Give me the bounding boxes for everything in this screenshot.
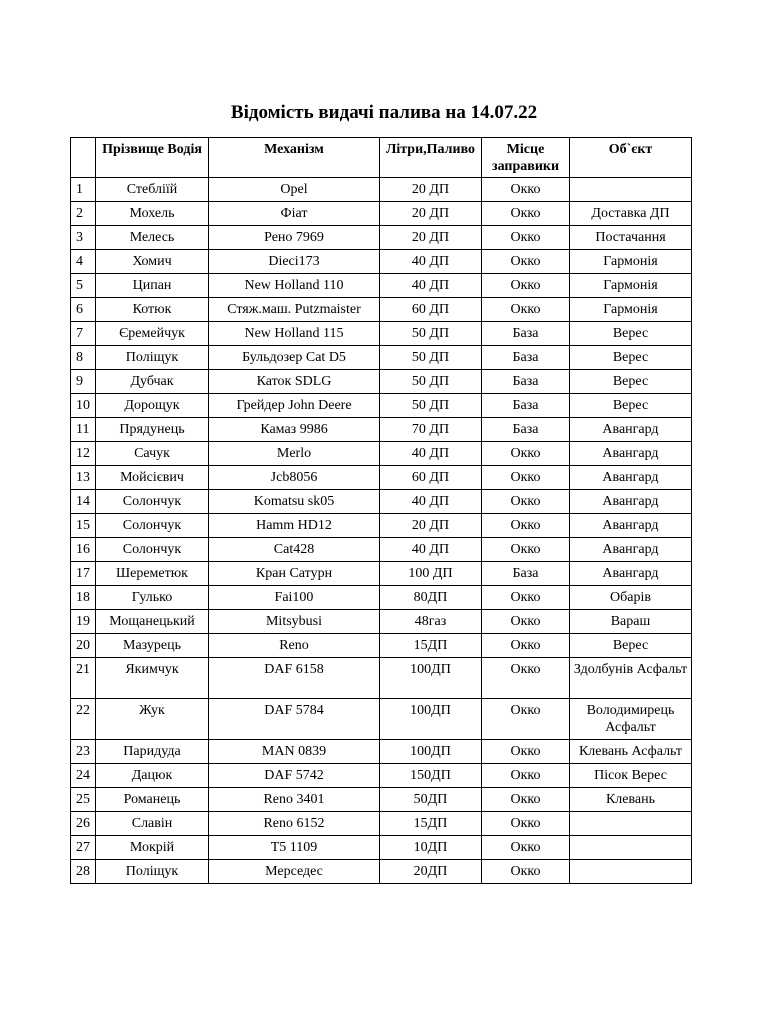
- fuel-table: [70, 137, 692, 884]
- object-cell: Авангард: [570, 418, 692, 442]
- row-number-cell: 16: [71, 538, 96, 562]
- row-number-cell: 13: [71, 466, 96, 490]
- driver-name-cell: Стебліїй: [96, 178, 209, 202]
- table-row: [71, 658, 692, 699]
- table-row: [71, 610, 692, 634]
- row-number-cell: 4: [71, 250, 96, 274]
- row-number-cell: 27: [71, 836, 96, 860]
- driver-name-cell: Гулько: [96, 586, 209, 610]
- machine-cell: Рено 7969: [209, 226, 380, 250]
- driver-name-cell: Дорощук: [96, 394, 209, 418]
- machine-cell: New Holland 115: [209, 322, 380, 346]
- table-row: [71, 634, 692, 658]
- fuel-station-cell: Окко: [482, 836, 570, 860]
- fuel-amount-cell: 20 ДП: [380, 202, 482, 226]
- table-row: [71, 322, 692, 346]
- fuel-amount-cell: 100ДП: [380, 658, 482, 699]
- object-cell: [570, 860, 692, 884]
- machine-cell: Hamm HD12: [209, 514, 380, 538]
- fuel-amount-cell: 20ДП: [380, 860, 482, 884]
- fuel-station-cell: Окко: [482, 298, 570, 322]
- driver-name-cell: Шереметюк: [96, 562, 209, 586]
- row-number-cell: 9: [71, 370, 96, 394]
- object-cell: Постачання: [570, 226, 692, 250]
- row-number-cell: 25: [71, 788, 96, 812]
- fuel-station-cell: Окко: [482, 740, 570, 764]
- fuel-station-cell: Окко: [482, 514, 570, 538]
- object-cell: Авангард: [570, 490, 692, 514]
- object-cell: [570, 812, 692, 836]
- header-cell-object: Об`єкт: [570, 138, 692, 178]
- driver-name-cell: Мелесь: [96, 226, 209, 250]
- fuel-station-cell: Окко: [482, 586, 570, 610]
- driver-name-cell: Дацюк: [96, 764, 209, 788]
- machine-cell: DAF 5784: [209, 699, 380, 740]
- machine-cell: Reno 6152: [209, 812, 380, 836]
- fuel-amount-cell: 60 ДП: [380, 298, 482, 322]
- driver-name-cell: Хомич: [96, 250, 209, 274]
- fuel-amount-cell: 100ДП: [380, 699, 482, 740]
- machine-cell: Камаз 9986: [209, 418, 380, 442]
- row-number-cell: 12: [71, 442, 96, 466]
- driver-name-cell: Котюк: [96, 298, 209, 322]
- driver-name-cell: Романець: [96, 788, 209, 812]
- driver-name-cell: Жук: [96, 699, 209, 740]
- table-row: [71, 274, 692, 298]
- driver-name-cell: Паридуда: [96, 740, 209, 764]
- table-row: [71, 836, 692, 860]
- fuel-station-cell: База: [482, 562, 570, 586]
- driver-name-cell: Поліщук: [96, 346, 209, 370]
- table-row: [71, 442, 692, 466]
- driver-name-cell: Мохель: [96, 202, 209, 226]
- object-cell: Обарів: [570, 586, 692, 610]
- fuel-amount-cell: 40 ДП: [380, 442, 482, 466]
- driver-name-cell: Поліщук: [96, 860, 209, 884]
- driver-name-cell: Сачук: [96, 442, 209, 466]
- driver-name-cell: Мокрій: [96, 836, 209, 860]
- fuel-amount-cell: 100ДП: [380, 740, 482, 764]
- fuel-station-cell: Окко: [482, 812, 570, 836]
- machine-cell: MAN 0839: [209, 740, 380, 764]
- driver-name-cell: Прядунець: [96, 418, 209, 442]
- fuel-amount-cell: 50ДП: [380, 788, 482, 812]
- machine-cell: Reno 3401: [209, 788, 380, 812]
- fuel-amount-cell: 15ДП: [380, 634, 482, 658]
- machine-cell: Мерседес: [209, 860, 380, 884]
- object-cell: [570, 178, 692, 202]
- fuel-amount-cell: 70 ДП: [380, 418, 482, 442]
- row-number-cell: 2: [71, 202, 96, 226]
- row-number-cell: 24: [71, 764, 96, 788]
- object-cell: Клевань Асфальт: [570, 740, 692, 764]
- fuel-amount-cell: 150ДП: [380, 764, 482, 788]
- fuel-amount-cell: 50 ДП: [380, 322, 482, 346]
- fuel-station-cell: Окко: [482, 860, 570, 884]
- machine-cell: DAF 6158: [209, 658, 380, 699]
- fuel-station-cell: Окко: [482, 610, 570, 634]
- table-row: [71, 298, 692, 322]
- header-cell-fuel: Літри,Паливо: [380, 138, 482, 178]
- table-row: [71, 860, 692, 884]
- machine-cell: Кран Сатурн: [209, 562, 380, 586]
- object-cell: Авангард: [570, 538, 692, 562]
- fuel-station-cell: Окко: [482, 226, 570, 250]
- row-number-cell: 26: [71, 812, 96, 836]
- header-cell-driver: Прізвище Водія: [96, 138, 209, 178]
- fuel-amount-cell: 40 ДП: [380, 250, 482, 274]
- driver-name-cell: Якимчук: [96, 658, 209, 699]
- object-cell: Доставка ДП: [570, 202, 692, 226]
- object-cell: Верес: [570, 394, 692, 418]
- object-cell: [570, 836, 692, 860]
- object-cell: Авангард: [570, 514, 692, 538]
- object-cell: Здолбунів Асфальт: [570, 658, 692, 699]
- header-cell-machine: Механізм: [209, 138, 380, 178]
- fuel-station-cell: Окко: [482, 274, 570, 298]
- fuel-station-cell: Окко: [482, 764, 570, 788]
- table-row: [71, 346, 692, 370]
- object-cell: Клевань: [570, 788, 692, 812]
- machine-cell: Фіат: [209, 202, 380, 226]
- fuel-amount-cell: 20 ДП: [380, 178, 482, 202]
- fuel-station-cell: Окко: [482, 250, 570, 274]
- machine-cell: Cat428: [209, 538, 380, 562]
- machine-cell: T5 1109: [209, 836, 380, 860]
- fuel-amount-cell: 40 ДП: [380, 538, 482, 562]
- fuel-station-cell: Окко: [482, 202, 570, 226]
- fuel-amount-cell: 60 ДП: [380, 466, 482, 490]
- driver-name-cell: Солончук: [96, 514, 209, 538]
- fuel-amount-cell: 50 ДП: [380, 370, 482, 394]
- driver-name-cell: Славін: [96, 812, 209, 836]
- table-row: [71, 538, 692, 562]
- fuel-station-cell: База: [482, 418, 570, 442]
- fuel-amount-cell: 10ДП: [380, 836, 482, 860]
- fuel-station-cell: Окко: [482, 658, 570, 699]
- driver-name-cell: Мойсієвич: [96, 466, 209, 490]
- page-title: Відомість видачі палива на 14.07.22: [230, 102, 538, 123]
- table-row: [71, 764, 692, 788]
- table-row: [71, 812, 692, 836]
- machine-cell: Jcb8056: [209, 466, 380, 490]
- fuel-station-cell: Окко: [482, 178, 570, 202]
- machine-cell: Каток SDLG: [209, 370, 380, 394]
- fuel-station-cell: Окко: [482, 490, 570, 514]
- machine-cell: Стяж.маш. Putzmaister: [209, 298, 380, 322]
- object-cell: Вараш: [570, 610, 692, 634]
- table-row: [71, 418, 692, 442]
- fuel-station-cell: Окко: [482, 634, 570, 658]
- header-cell-number: [71, 138, 96, 178]
- fuel-amount-cell: 100 ДП: [380, 562, 482, 586]
- object-cell: Гармонія: [570, 298, 692, 322]
- table-row: [71, 490, 692, 514]
- machine-cell: Бульдозер Cat D5: [209, 346, 380, 370]
- fuel-station-cell: Окко: [482, 442, 570, 466]
- row-number-cell: 11: [71, 418, 96, 442]
- fuel-station-cell: База: [482, 394, 570, 418]
- object-cell: Авангард: [570, 466, 692, 490]
- table-row: [71, 740, 692, 764]
- driver-name-cell: Мазурець: [96, 634, 209, 658]
- object-cell: Верес: [570, 370, 692, 394]
- object-cell: Авангард: [570, 442, 692, 466]
- row-number-cell: 17: [71, 562, 96, 586]
- row-number-cell: 1: [71, 178, 96, 202]
- object-cell: Гармонія: [570, 274, 692, 298]
- row-number-cell: 22: [71, 699, 96, 740]
- machine-cell: Fai100: [209, 586, 380, 610]
- object-cell: Гармонія: [570, 250, 692, 274]
- header-cell-station: Місце заправики: [482, 138, 570, 178]
- fuel-amount-cell: 20 ДП: [380, 514, 482, 538]
- object-cell: Пісок Верес: [570, 764, 692, 788]
- fuel-amount-cell: 80ДП: [380, 586, 482, 610]
- row-number-cell: 7: [71, 322, 96, 346]
- machine-cell: New Holland 110: [209, 274, 380, 298]
- machine-cell: Грейдер John Deere: [209, 394, 380, 418]
- fuel-amount-cell: 15ДП: [380, 812, 482, 836]
- table-row: [71, 699, 692, 740]
- row-number-cell: 5: [71, 274, 96, 298]
- machine-cell: Reno: [209, 634, 380, 658]
- fuel-amount-cell: 50 ДП: [380, 394, 482, 418]
- table-row: [71, 202, 692, 226]
- row-number-cell: 19: [71, 610, 96, 634]
- table-row: [71, 466, 692, 490]
- fuel-station-cell: Окко: [482, 699, 570, 740]
- row-number-cell: 15: [71, 514, 96, 538]
- table-row: [71, 226, 692, 250]
- table-row: [71, 514, 692, 538]
- object-cell: Верес: [570, 634, 692, 658]
- fuel-station-cell: Окко: [482, 788, 570, 812]
- machine-cell: DAF 5742: [209, 764, 380, 788]
- row-number-cell: 20: [71, 634, 96, 658]
- fuel-amount-cell: 20 ДП: [380, 226, 482, 250]
- row-number-cell: 6: [71, 298, 96, 322]
- row-number-cell: 21: [71, 658, 96, 699]
- row-number-cell: 10: [71, 394, 96, 418]
- machine-cell: Komatsu sk05: [209, 490, 380, 514]
- row-number-cell: 8: [71, 346, 96, 370]
- row-number-cell: 28: [71, 860, 96, 884]
- fuel-amount-cell: 48газ: [380, 610, 482, 634]
- fuel-amount-cell: 40 ДП: [380, 490, 482, 514]
- header-row: [71, 138, 692, 178]
- object-cell: Верес: [570, 322, 692, 346]
- object-cell: Авангард: [570, 562, 692, 586]
- table-row: [71, 586, 692, 610]
- table-row: [71, 178, 692, 202]
- fuel-station-cell: Окко: [482, 466, 570, 490]
- fuel-station-cell: Окко: [482, 538, 570, 562]
- row-number-cell: 3: [71, 226, 96, 250]
- fuel-station-cell: База: [482, 370, 570, 394]
- fuel-station-cell: База: [482, 346, 570, 370]
- row-number-cell: 14: [71, 490, 96, 514]
- driver-name-cell: Солончук: [96, 490, 209, 514]
- driver-name-cell: Дубчак: [96, 370, 209, 394]
- object-cell: Володимирець Асфальт: [570, 699, 692, 740]
- row-number-cell: 18: [71, 586, 96, 610]
- machine-cell: Mitsybusi: [209, 610, 380, 634]
- table-row: [71, 370, 692, 394]
- machine-cell: Dieci173: [209, 250, 380, 274]
- table-row: [71, 562, 692, 586]
- table-row: [71, 788, 692, 812]
- object-cell: Верес: [570, 346, 692, 370]
- driver-name-cell: Єремейчук: [96, 322, 209, 346]
- table-row: [71, 394, 692, 418]
- fuel-amount-cell: 50 ДП: [380, 346, 482, 370]
- machine-cell: Merlo: [209, 442, 380, 466]
- fuel-amount-cell: 40 ДП: [380, 274, 482, 298]
- driver-name-cell: Мощанецький: [96, 610, 209, 634]
- fuel-station-cell: База: [482, 322, 570, 346]
- driver-name-cell: Ципан: [96, 274, 209, 298]
- table-row: [71, 250, 692, 274]
- driver-name-cell: Солончук: [96, 538, 209, 562]
- row-number-cell: 23: [71, 740, 96, 764]
- machine-cell: Opel: [209, 178, 380, 202]
